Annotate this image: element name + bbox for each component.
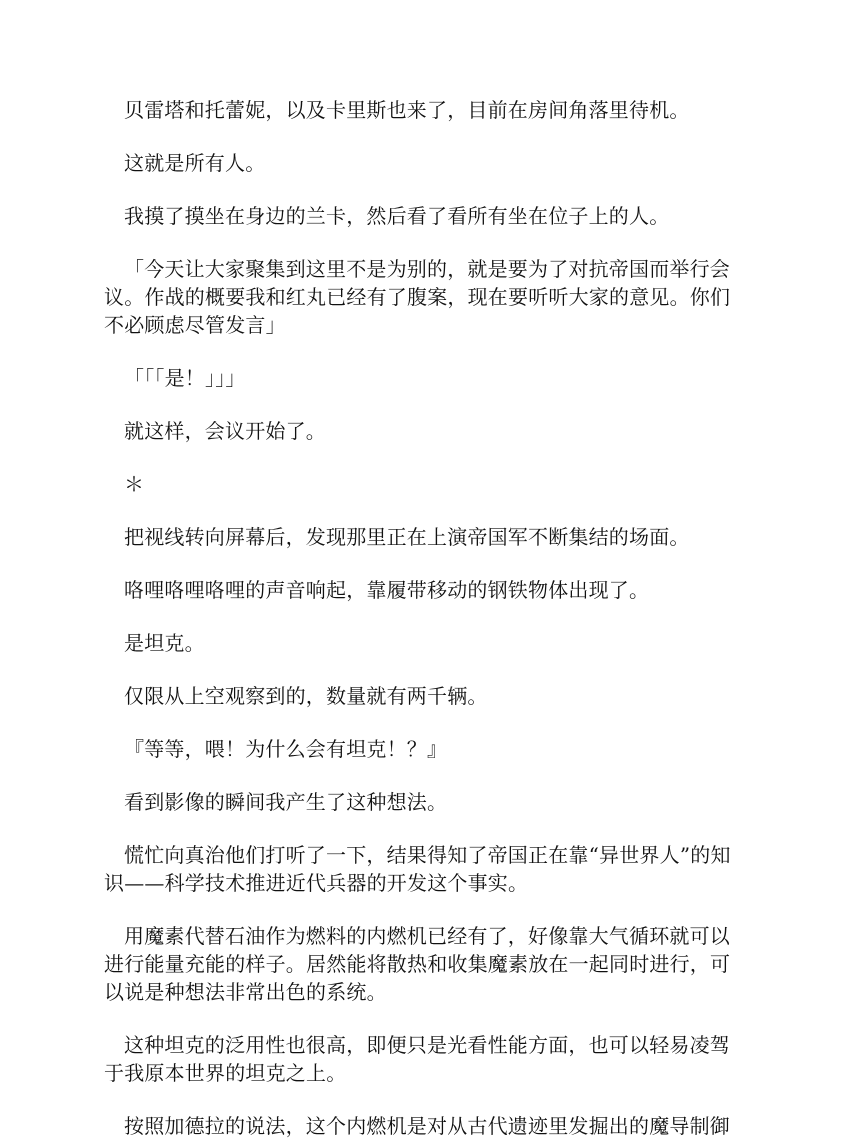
paragraph: 贝雷塔和托蕾妮，以及卡里斯也来了，目前在房间角落里待机。	[124, 98, 690, 122]
paragraph: 看到影像的瞬间我产生了这种想法。	[124, 790, 448, 814]
paragraph: 这种坦克的泛用性也很高，即便只是光看性能方面，也可以轻易凌驾于我原本世界的坦克之上。	[104, 1033, 730, 1085]
paragraph: 是坦克。	[124, 631, 205, 655]
paragraph: 慌忙向真治他们打听了一下，结果得知了帝国正在靠“异世界人”的知识——科学技术推进近代兵器的开发这个事实。	[104, 843, 731, 895]
paragraph: 就这样，会议开始了。	[124, 419, 326, 443]
paragraph: 把视线转向屏幕后，发现那里正在上演帝国军不断集结的场面。	[124, 525, 690, 549]
paragraph: 我摸了摸坐在身边的兰卡，然后看了看所有坐在位子上的人。	[124, 204, 670, 228]
paragraph: 这就是所有人。	[124, 151, 266, 175]
paragraph: 咯哩咯哩咯哩的声音响起，靠履带移动的钢铁物体出现了。	[124, 578, 650, 602]
paragraph: 『等等，喂！为什么会有坦克！？』	[124, 737, 448, 761]
paragraph: 按照加德拉的说法，这个内燃机是对从古代遗迹里发掘出的魔导制御	[124, 1114, 730, 1138]
paragraph: 用魔素代替石油作为燃料的内燃机已经有了，好像靠大气循环就可以进行能量充能的样子。居然能将散热和收集魔素放在一起同时进行，可以说是种想法非常出色的系统。	[104, 924, 731, 1004]
paragraph: 「「「是！」」」	[124, 366, 246, 390]
scene-break: ＊	[124, 472, 145, 496]
paragraph: 仅限从上空观察到的，数量就有两千辆。	[124, 684, 488, 708]
paragraph: 「今天让大家聚集到这里不是为别的，就是要为了对抗帝国而举行会议。作战的概要我和红丸已经有了腹案，现在要听听大家的意见。你们不必顾虑尽管发言」	[104, 257, 731, 337]
